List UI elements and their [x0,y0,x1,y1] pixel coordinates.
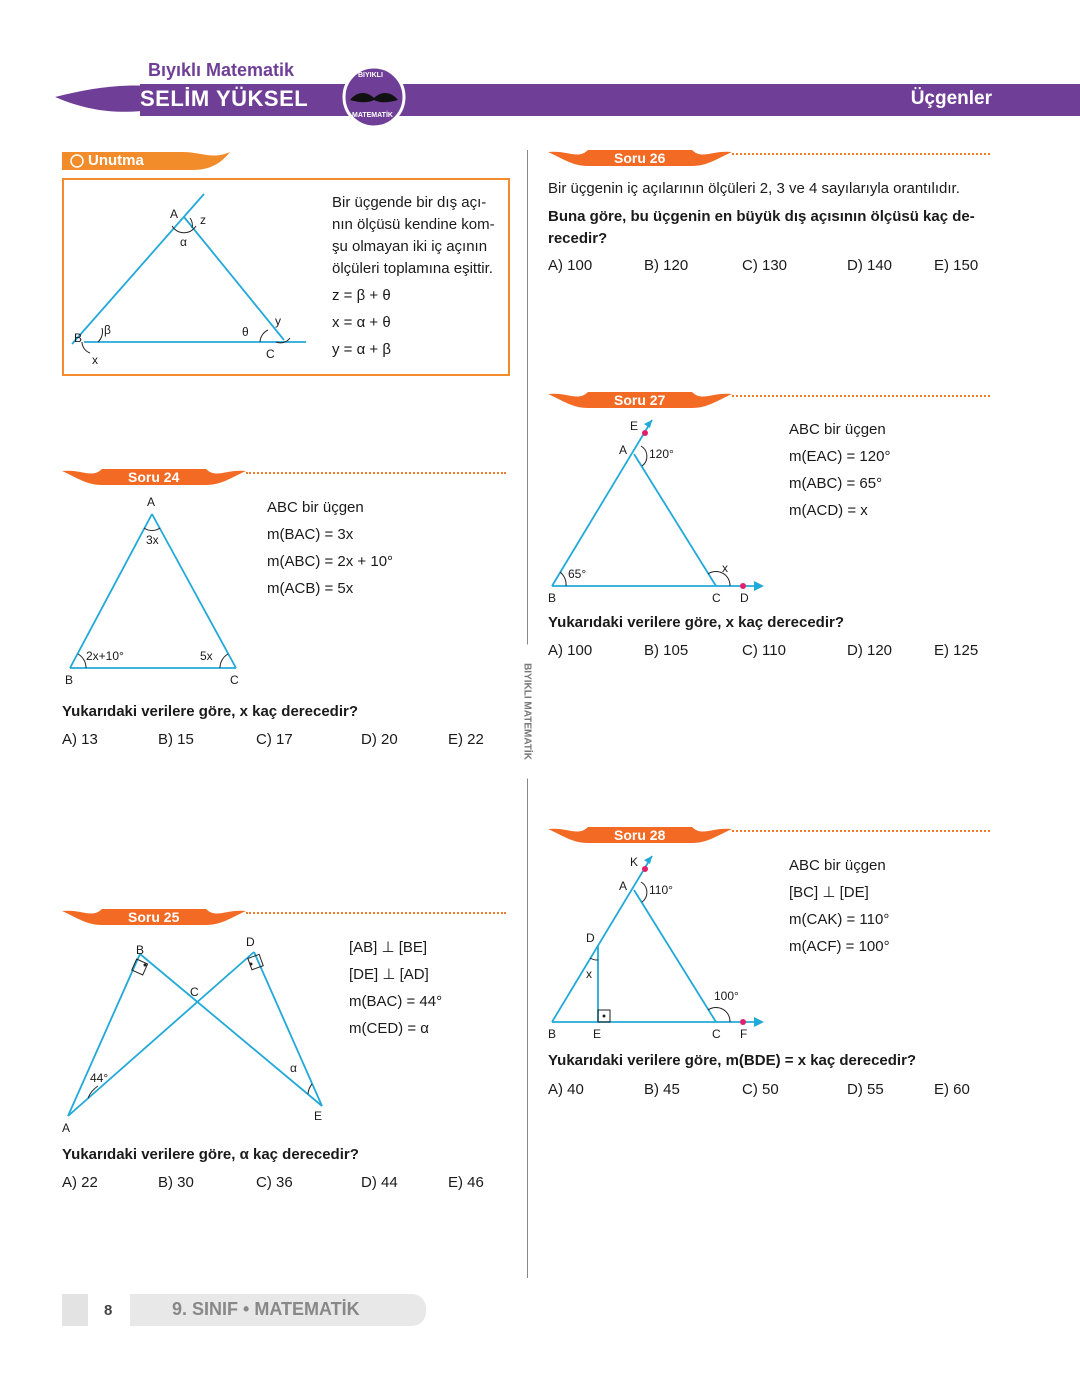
q24-label-c: C [230,673,239,687]
q24-label-b: B [65,673,74,687]
soru-28-label: Soru 28 [614,827,666,843]
topic-title: Üçgenler [910,88,992,109]
choice-a[interactable]: A) 100 [548,257,593,274]
choice-b[interactable]: B) 105 [644,642,689,659]
q27-figure [544,414,774,608]
q28-question: Yukarıdaki verilere göre, m(BDE) = x kaç derecedir? [548,1052,917,1069]
unutma-box [62,178,510,376]
q27-given-line: m(EAC) = 120° [789,448,891,465]
unutma-tag [62,150,230,172]
point-e-marker [642,430,648,436]
choice-a[interactable]: A) 100 [548,642,593,659]
q28-label-k: K [630,855,639,869]
q24-label-ang-c: 5x [200,649,213,663]
arrow-head [754,1017,764,1027]
brand-top: Bıyıklı Matematik [148,60,295,80]
choice-a[interactable]: A) 40 [548,1081,584,1098]
q27-label-d: D [740,591,749,605]
unutma-formula: x = α + θ [332,314,391,331]
choice-c[interactable]: C) 50 [742,1081,779,1098]
q27-given [789,416,890,524]
q25-given-line: m(CED) = α [349,1020,429,1037]
q24-given-line: m(ABC) = 2x + 10° [267,553,394,570]
q28-label-d: D [586,931,595,945]
unutma-line: Bir üçgende bir dış açı- [332,194,487,211]
q28-given-line: m(ACF) = 100° [789,938,890,955]
right-angle-dot [603,1015,606,1018]
q25-label-a: A [62,1121,71,1135]
page-number: 8 [104,1302,113,1319]
unutma-formula: y = α + β [332,341,391,358]
badge-top: BIYIKLI [358,72,383,79]
unutma-label-z: z [200,213,206,227]
q26-question-line: Buna göre, bu üçgenin en büyük dış açısının ölçüsü kaç de- [548,208,975,225]
choice-a[interactable]: A) 13 [62,731,98,748]
point-f-marker [740,1019,746,1025]
q25-question: Yukarıdaki verilere göre, α kaç derecedir? [62,1146,359,1163]
choice-b[interactable]: B) 15 [158,731,194,748]
q26-text: Bir üçgenin iç açılarının ölçüleri 2, 3 ve 4 sayılarıyla orantılıdır. [548,180,960,197]
q25-label-d: D [246,935,255,949]
footer-page-box [62,1294,88,1326]
choice-e[interactable]: E) 60 [934,1081,970,1098]
q25-given [349,934,442,1042]
badge-bottom: MATEMATİK [352,112,393,119]
q24-given-line: ABC bir üçgen [267,499,364,516]
unutma-tag-label: Unutma [88,152,144,169]
q25-given-line: [AB] ⊥ [BE] [349,939,428,956]
unutma-label-x: x [92,353,98,367]
q24-given-line: m(BAC) = 3x [267,526,354,543]
q26-question [548,206,975,250]
right-angle-dot [250,963,253,966]
q27-label-ang-c: x [722,561,728,575]
q28-label-b: B [548,1027,557,1041]
q24-given [267,494,393,602]
q27-given-line: m(ABC) = 65° [789,475,883,492]
q27-label-ang-b: 65° [568,567,587,581]
q28-given-line: [BC] ⊥ [DE] [789,884,869,901]
soru-28-divider [732,830,990,832]
unutma-figure [64,180,324,374]
choice-d[interactable]: D) 55 [847,1081,884,1098]
choice-b[interactable]: B) 30 [158,1174,194,1191]
choice-e[interactable]: E) 46 [448,1174,484,1191]
choice-c[interactable]: C) 110 [742,642,786,659]
soru-26-tag [548,148,732,168]
soru-24-label: Soru 24 [128,469,180,485]
unutma-label-beta: β [104,323,111,337]
q28-label-e: E [593,1027,602,1041]
q27-given-line: m(ACD) = x [789,502,868,519]
choice-e[interactable]: E) 150 [934,257,979,274]
arrow-head [754,581,764,591]
q28-given-line: ABC bir üçgen [789,857,886,874]
unutma-label-a: A [170,207,179,221]
q28-label-ang-a: 110° [649,883,673,897]
right-angle-dot [144,964,147,967]
choice-a[interactable]: A) 22 [62,1174,98,1191]
q27-question: Yukarıdaki verilere göre, x kaç derecedir? [548,614,845,631]
q28-figure [544,850,774,1044]
q25-given-line: [DE] ⊥ [AD] [349,966,429,983]
q28-label-a: A [619,879,628,893]
brand-name: SELİM YÜKSEL [140,86,309,111]
soru-27-label: Soru 27 [614,392,666,408]
choice-b[interactable]: B) 45 [644,1081,680,1098]
soru-26-divider [732,153,990,155]
unutma-label-y: y [275,314,281,328]
soru-27-divider [732,395,990,397]
q28-label-c: C [712,1027,721,1041]
q28-label-f: F [740,1027,748,1041]
q27-label-b: B [548,591,557,605]
q25-label-ang-e: α [290,1061,297,1075]
unutma-line: nın ölçüsü kendine kom- [332,216,495,233]
q24-label-ang-b: 2x+10° [86,649,124,663]
choice-d[interactable]: D) 20 [361,731,398,748]
choice-c[interactable]: C) 130 [742,257,788,274]
unutma-text [332,192,495,361]
q27-label-e: E [630,419,639,433]
q28-label-ang-c: 100° [714,989,739,1003]
unutma-line: ölçüleri toplamına eşittir. [332,260,493,277]
q25-label-b: B [136,943,145,957]
choice-e[interactable]: E) 22 [448,731,484,748]
q25-label-c: C [190,985,199,999]
choice-c[interactable]: C) 17 [256,731,293,748]
q25-label-ang-a: 44° [90,1071,109,1085]
unutma-line: şu olmayan iki iç açının [332,238,488,255]
soru-25-divider [246,912,506,914]
unutma-label-theta: θ [242,325,249,339]
choice-d[interactable]: D) 120 [847,642,893,659]
q25-given-line: m(BAC) = 44° [349,993,443,1010]
footer-title: 9. SINIF • MATEMATİK [172,1299,360,1319]
q25-label-e: E [314,1109,323,1123]
q24-figure [60,492,260,692]
choice-d[interactable]: D) 140 [847,257,893,274]
q24-label-ang-a: 3x [146,533,159,547]
soru-24-divider [246,472,506,474]
point-d-marker [740,583,746,589]
divider-text: BIYIKLI MATEMATİK [522,645,533,779]
choice-d[interactable]: D) 44 [361,1174,398,1191]
q25-figure [58,934,338,1144]
q27-given-line: ABC bir üçgen [789,421,886,438]
q24-question: Yukarıdaki verilere göre, x kaç derecedir? [62,703,359,720]
q28-label-ang-d: x [586,967,592,981]
header-bar [0,60,1080,130]
q26-question-line: recedir? [548,230,608,247]
q28-given [789,852,890,960]
q27-label-a: A [619,443,628,457]
choice-c[interactable]: C) 36 [256,1174,293,1191]
soru-25-label: Soru 25 [128,909,180,925]
unutma-label-c: C [266,347,275,361]
soru-25-tag [62,907,246,927]
choice-b[interactable]: B) 120 [644,257,689,274]
unutma-label-b: B [74,331,83,345]
q24-label-a: A [147,495,156,509]
q24-given-line: m(ACB) = 5x [267,580,354,597]
soru-27-tag [548,390,732,410]
q27-label-c: C [712,591,721,605]
unutma-formula: z = β + θ [332,287,391,304]
unutma-label-alpha: α [180,235,187,249]
soru-26-label: Soru 26 [614,150,666,166]
q27-label-ang-a: 120° [649,447,674,461]
soru-28-tag [548,825,732,845]
q28-given-line: m(CAK) = 110° [789,911,890,928]
point-k-marker [642,866,648,872]
soru-24-tag [62,467,246,487]
choice-e[interactable]: E) 125 [934,642,979,659]
